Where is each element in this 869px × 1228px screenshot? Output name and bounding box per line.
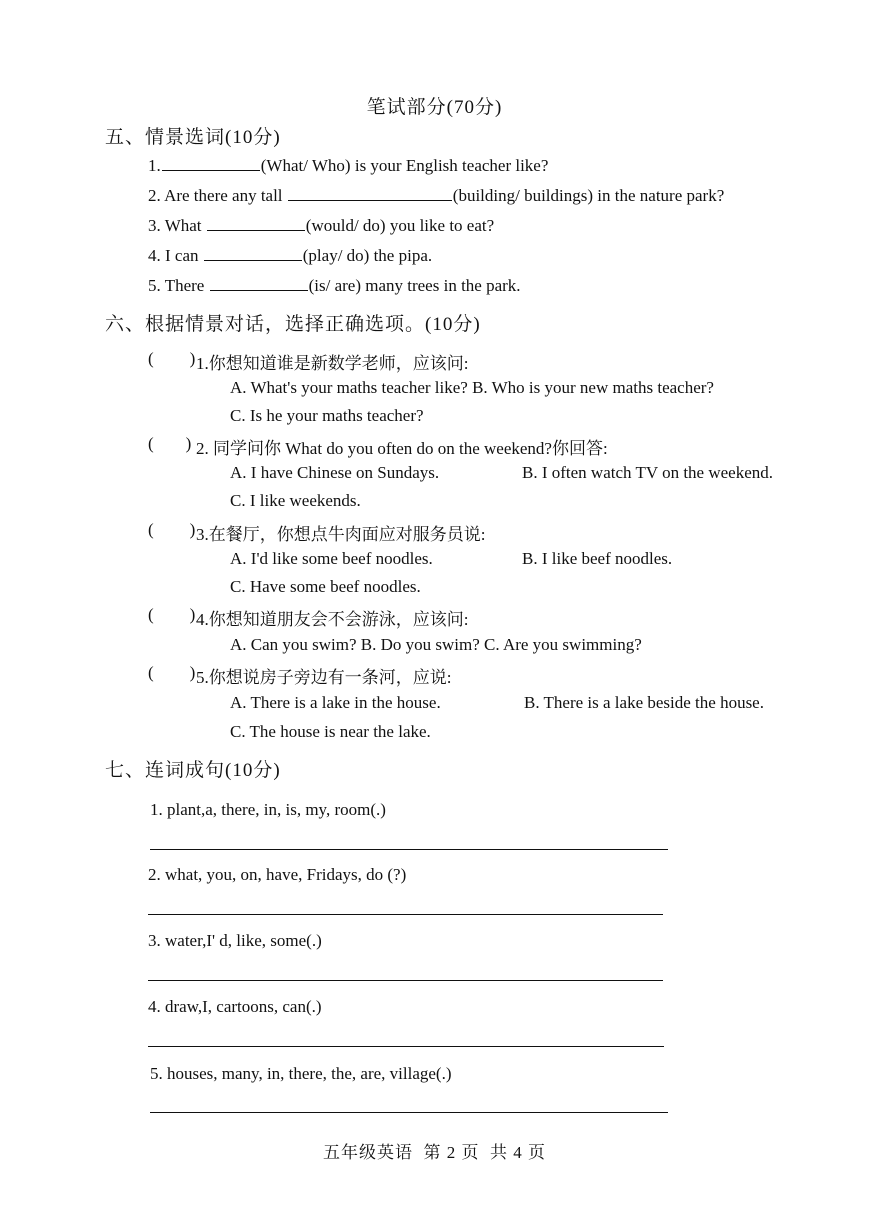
choice-option: A. What's your maths teacher like? B. Who is your new maths teacher? xyxy=(230,378,714,397)
sentence-prompt-4: 4. draw,I, cartoons, can(.) xyxy=(148,997,322,1016)
choice-option: C. Is he your maths teacher? xyxy=(230,406,424,425)
fill-question-5: 5. There (is/ are) many trees in the park. xyxy=(148,276,521,295)
sentence-prompt-5: 5. houses, many, in, there, the, are, village(.) xyxy=(150,1064,452,1083)
sentence-prompt-1: 1. plant,a, there, in, is, my, room(.) xyxy=(150,800,386,819)
answer-line-2[interactable] xyxy=(148,914,663,915)
sentence-prompt-3: 3. water,I' d, like, some(.) xyxy=(148,931,322,950)
section5-heading: 五、情景选词(10分) xyxy=(105,127,281,148)
choice-prompt-1: 1.你想知道谁是新数学老师，应该问: xyxy=(196,354,469,373)
fill-question-4: 4. I can (play/ do) the pipa. xyxy=(148,246,433,265)
choice-prompt-5: 5.你想说房子旁边有一条河，应说: xyxy=(196,668,452,687)
choice-prompt-3: 3.在餐厅，你想点牛肉面应对服务员说: xyxy=(196,525,486,544)
answer-blank-5[interactable] xyxy=(210,276,308,291)
section6-heading: 六、根据情景对话，选择正确选项。(10分) xyxy=(105,314,481,335)
answer-blank-3[interactable] xyxy=(207,216,305,231)
choice-option: A. There is a lake in the house. xyxy=(230,693,441,712)
fill-question-2: 2. Are there any tall (building/ buildings) in the nature park? xyxy=(148,186,725,205)
choice-option: C. Have some beef noodles. xyxy=(230,577,421,596)
section7-heading: 七、连词成句(10分) xyxy=(105,760,281,781)
answer-line-4[interactable] xyxy=(148,1046,664,1047)
fill-question-3: 3. What (would/ do) you like to eat? xyxy=(148,216,495,235)
choice-prompt-2: 2. 同学问你 What do you often do on the weekend?你回答: xyxy=(196,439,608,458)
choice-option: A. Can you swim? B. Do you swim? C. Are you swimming? xyxy=(230,635,642,654)
choice-option: B. I like beef noodles. xyxy=(522,549,673,568)
choice-option: C. I like weekends. xyxy=(230,491,361,510)
answer-paren-2[interactable]: ( ) xyxy=(148,434,192,453)
answer-line-1[interactable] xyxy=(150,849,668,850)
answer-blank-4[interactable] xyxy=(204,246,302,261)
answer-paren-4[interactable]: ( ) xyxy=(148,605,196,624)
answer-line-3[interactable] xyxy=(148,980,663,981)
answer-blank-2[interactable] xyxy=(288,186,452,201)
answer-line-5[interactable] xyxy=(150,1112,668,1113)
choice-option: C. The house is near the lake. xyxy=(230,722,431,741)
choice-option: A. I have Chinese on Sundays. xyxy=(230,463,440,482)
choice-option: B. I often watch TV on the weekend. xyxy=(522,463,773,482)
fill-question-1: 1. (What/ Who) is your English teacher like? xyxy=(148,156,549,175)
answer-paren-3[interactable]: ( ) xyxy=(148,520,196,539)
choice-option: A. I'd like some beef noodles. xyxy=(230,549,433,568)
page-title: 笔试部分(70分) xyxy=(366,97,503,118)
answer-paren-5[interactable]: ( ) xyxy=(148,663,196,682)
choice-option: B. There is a lake beside the house. xyxy=(524,693,764,712)
sentence-prompt-2: 2. what, you, on, have, Fridays, do (?) xyxy=(148,865,407,884)
page-footer: 五年级英语 第 2 页 共 4 页 xyxy=(323,1143,546,1162)
answer-paren-1[interactable]: ( ) xyxy=(148,349,196,368)
answer-blank-1[interactable] xyxy=(162,156,260,171)
choice-prompt-4: 4.你想知道朋友会不会游泳，应该问: xyxy=(196,610,469,629)
